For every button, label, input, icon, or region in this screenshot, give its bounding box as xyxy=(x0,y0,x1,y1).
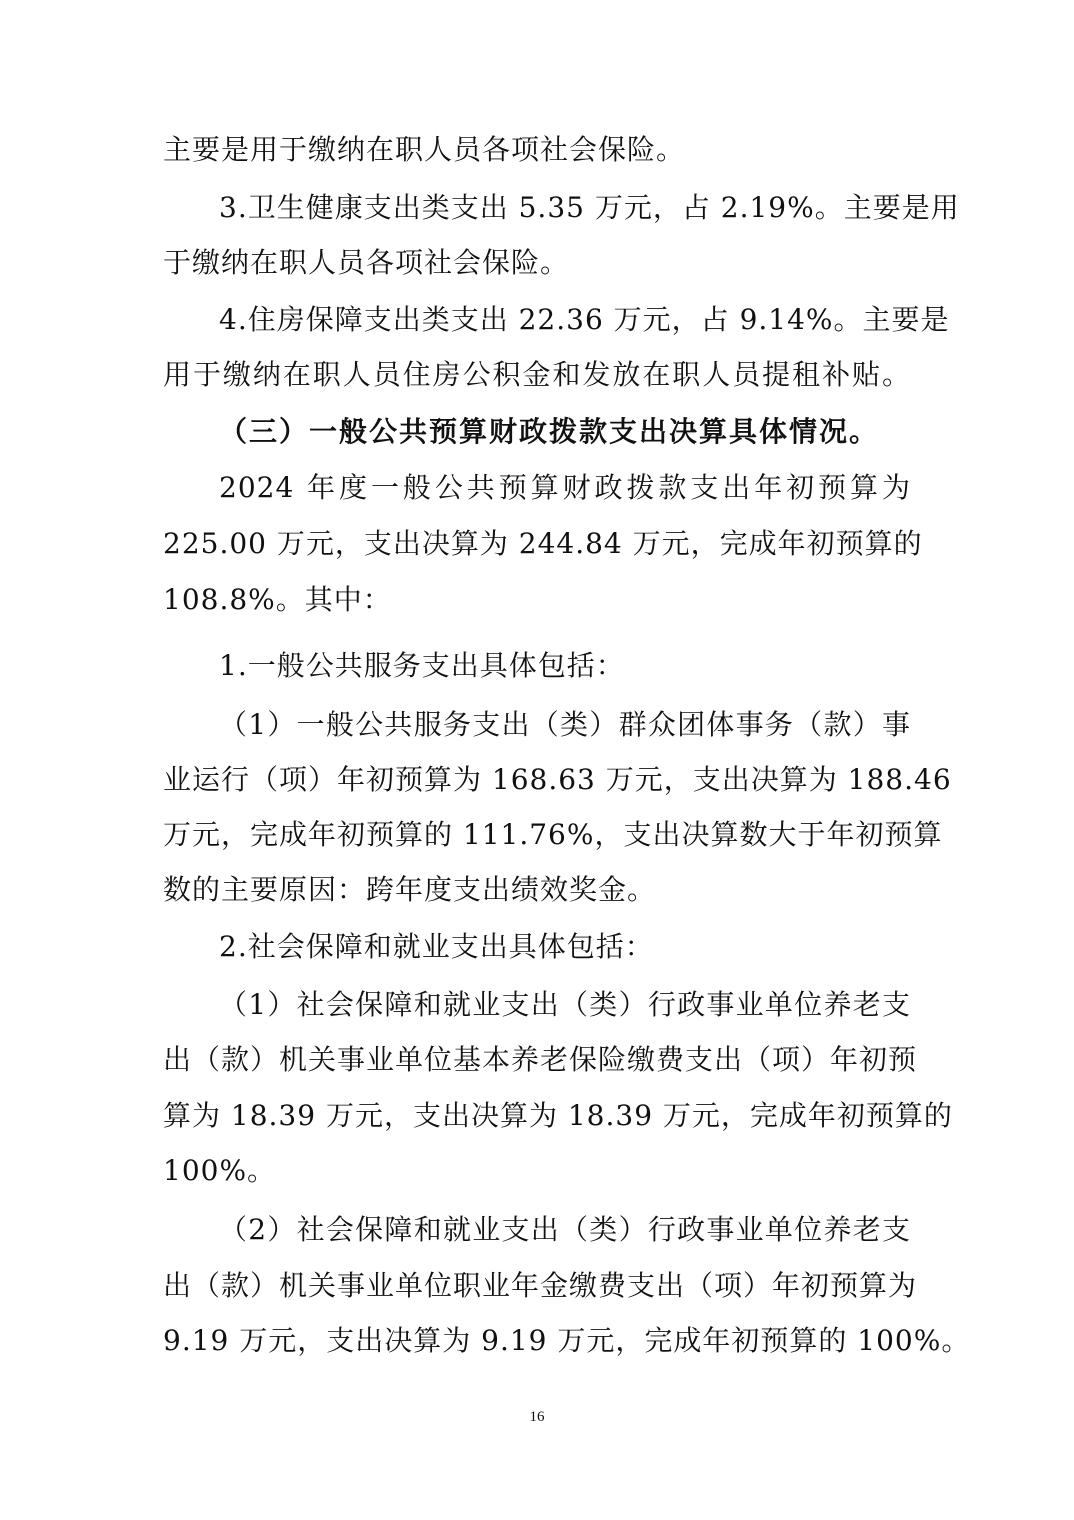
text-line: 9.19 万元，支出决算为 9.19 万元，完成年初预算的 100%。 xyxy=(163,1324,971,1357)
text-line: 225.00 万元，支出决算为 244.84 万元，完成年初预算的 xyxy=(163,527,923,560)
text-line: 业运行（项）年初预算为 168.63 万元，支出决算为 188.46 xyxy=(163,763,952,796)
text-line: 万元，完成年初预算的 111.76%，支出决算数大于年初预算 xyxy=(163,818,943,851)
text-line: （2）社会保障和就业支出（类）行政事业单位养老支 xyxy=(219,1213,911,1246)
subheading: 2.社会保障和就业支出具体包括： xyxy=(219,930,654,963)
text-line: （1）社会保障和就业支出（类）行政事业单位养老支 xyxy=(219,988,911,1021)
text-line: 出（款）机关事业单位基本养老保险缴费支出（项）年初预 xyxy=(163,1043,918,1076)
text-line: 用于缴纳在职人员住房公积金和发放在职人员提租补贴。 xyxy=(163,358,911,391)
text-line: （1）一般公共服务支出（类）群众团体事务（款）事 xyxy=(219,708,911,741)
text-line: 出（款）机关事业单位职业年金缴费支出（项）年初预算为 xyxy=(163,1269,918,1302)
section-heading: （三）一般公共预算财政拨款支出决算具体情况。 xyxy=(219,415,880,448)
text-line: 数的主要原因：跨年度支出绩效奖金。 xyxy=(163,873,657,906)
subheading: 1.一般公共服务支出具体包括： xyxy=(219,649,625,682)
text-line: 于缴纳在职人员各项社会保险。 xyxy=(163,246,570,279)
text-line: 4.住房保障支出类支出 22.36 万元，占 9.14%。主要是 xyxy=(219,303,950,336)
text-line: 3.卫生健康支出类支出 5.35 万元，占 2.19%。主要是用 xyxy=(219,191,960,224)
page-number: 16 xyxy=(529,1409,545,1425)
text-line: 100%。 xyxy=(163,1154,277,1187)
text-line: 2024 年度一般公共预算财政拨款支出年初预算为 xyxy=(219,471,911,504)
text-line: 主要是用于缴纳在职人员各项社会保险。 xyxy=(163,133,686,166)
text-line: 算为 18.39 万元，支出决算为 18.39 万元，完成年初预算的 xyxy=(163,1099,953,1132)
text-line: 108.8%。其中： xyxy=(163,583,392,616)
